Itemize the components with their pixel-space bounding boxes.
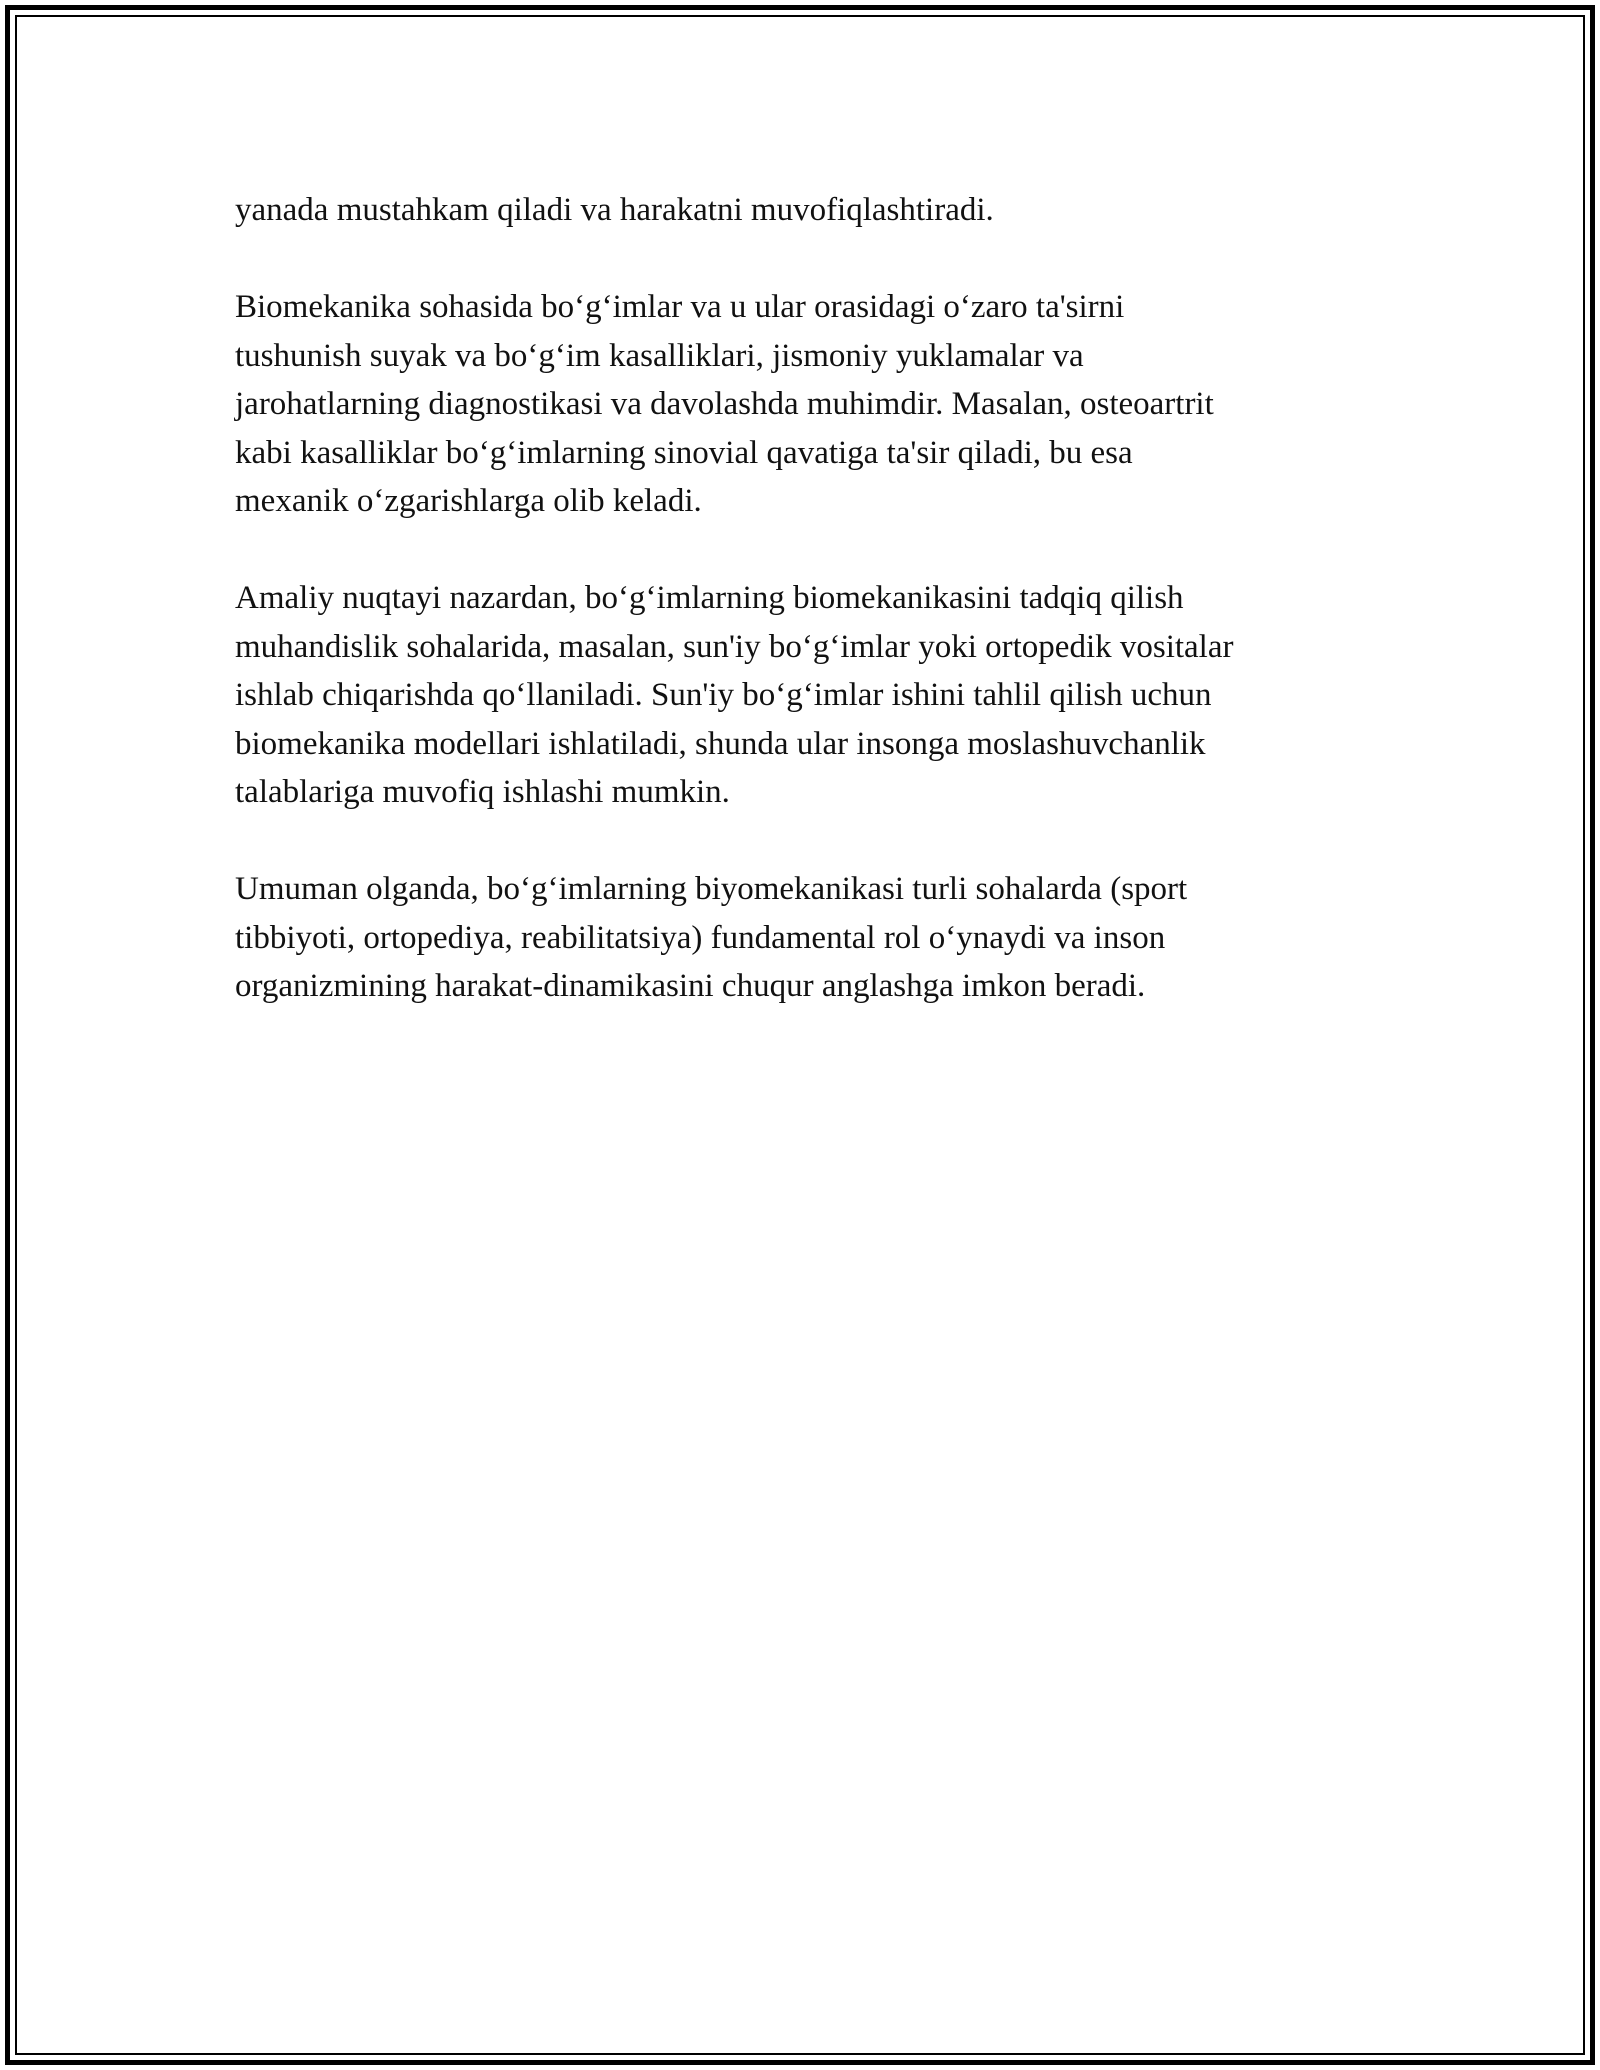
document-body	[235, 186, 1365, 1059]
paragraph-2: Biomekanika sohasida bo‘g‘imlar va u ular orasidagi o‘zaro ta'sirni tushunish suyak va bo‘g‘im kasalliklari, jismoniy yuklamalar va jarohatlarning diagnostikasi va davolashda muhimdir. Masalan, osteoartrit kabi kasalliklar bo‘g‘imlarning sinovial qavatiga ta'sir qiladi, bu esa mexanik o‘zgarishlarga olib keladi.	[235, 289, 1214, 519]
paragraph-4: Umuman olganda, bo‘g‘imlarning biyomekanikasi turli sohalarda (sport tibbiyoti, ortopediya, reabilitatsiya) fundamental rol o‘ynaydi va inson organizmining harakat-dinamikasini chuqur anglashga imkon beradi.	[235, 871, 1188, 1004]
paragraph-3: Amaliy nuqtayi nazardan, bo‘g‘imlarning biomekanikasini tadqiq qilish muhandislik sohalarida, masalan, sun'iy bo‘g‘imlar yoki ortopedik vositalar ishlab chiqarishda qo‘llaniladi. Sun'iy bo‘g‘imlar ishini tahlil qilish uchun biomekanika modellari ishlatiladi, shunda ular insonga moslashuvchanlik talablariga muvofiq ishlashi mumkin.	[235, 580, 1234, 810]
paragraph-1: yanada mustahkam qiladi va harakatni muvofiqlashtiradi.	[235, 192, 994, 228]
